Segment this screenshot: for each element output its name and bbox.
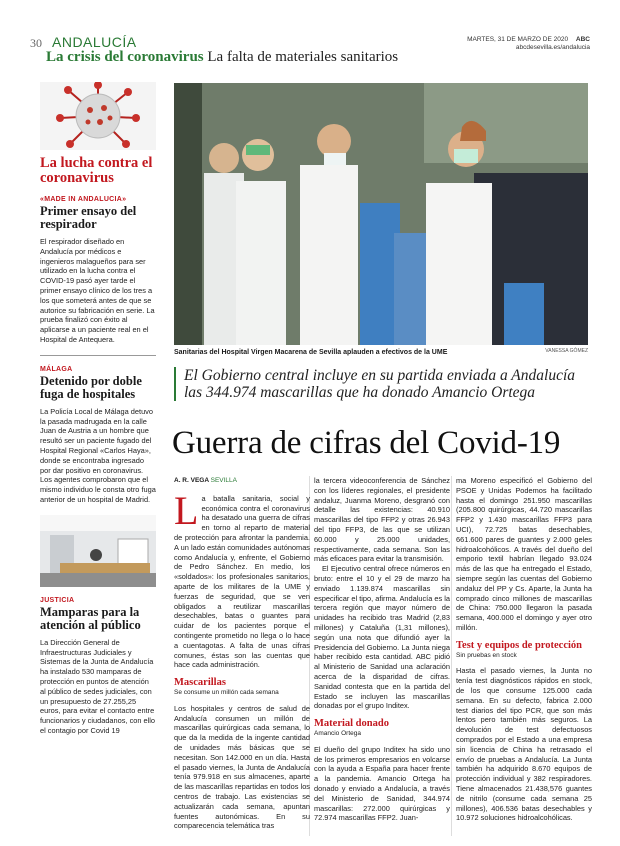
article-column-1 [174, 476, 310, 831]
date: MARTES, 31 DE MARZO DE 2020 [467, 36, 569, 43]
section-heading: Material donado [314, 718, 389, 730]
sidebar [40, 82, 156, 736]
story-title: Detenido por doble fuga de hospitales [40, 373, 142, 401]
sidebar-heading: La lucha contra el coronavirus [40, 155, 153, 186]
section-heading: Test y equipos de protección [456, 639, 583, 651]
topic-line [46, 49, 398, 66]
paragraph: Hasta el pasado viernes, la Junta no tenía test diagnósticos rápidos en stock, de los que consume 125.000 cada semana. En su defecto, fabrica 2.000 test diarios del tipo PCR, que son más lentos pero también más seguros. La devolución de test defectuosos comprados por el Estado a una empresa sin licencia de China ha retrasado el envío de pruebas a Andalucía. La Junta también ha adquirido 8.670 equipos de protección individual y 382 respiradores. Tiene almacenados 21.438,576 guantes de nitrilo (consume cada semana 25 millones), 406.536 batas desechables y 10.972 soluciones hidroalcohólicas. [456, 666, 592, 823]
main-photo [174, 83, 588, 345]
paragraph-text: a batalla sanitaria, social y económica contra el coronavirus ha desatado una guerra de cifras en torno al reparto de material de protección para afrontar la pandemia. A un lado están comunidades autónomas como Andalucía y, enfrente, el Gobierno de Pedro Sánchez. En medio, los «soldados»: los profesionales sanitarios, aparte de los militares de la UME y fuerzas de seguridad, que se ven obligados a reutilizar mascarillas desechables, batas o guantes para cuidar de los pacientes porque el contingente prometido no llega o lo hace a cuentagotas. A falta de unas cifras comunes, éstas son las cuentas que hace cada administración. [174, 493, 310, 670]
paragraph: El dueño del grupo Inditex ha sido uno de los primeros empresarios en volcarse con la ayuda a España para hacer frente a la pandemia. Amancio Ortega ha donado y enviado a Andalucía, a través del Ministerio de Sanidad, 344.974 mascarillas: 272.000 quirúrgicas y 72.974 mascarillas FFP2. Juan- [314, 744, 450, 823]
story-title: Primer ensayo del respirador [40, 204, 137, 231]
article-headline: Guerra de cifras del Covid-19 [172, 425, 561, 461]
photo-credit: VANESSA GÓMEZ [545, 348, 588, 354]
section-heading: Mascarillas [174, 677, 226, 689]
office-photo [40, 515, 156, 587]
coronavirus-illustration [40, 82, 156, 150]
article-column-3 [456, 476, 592, 823]
section-subheading: Amancio Ortega [314, 729, 361, 737]
article-deck: El Gobierno central incluye en su partida enviada a Andalucía las 344.974 mascarillas que ha donado Amancio Ortega [174, 367, 588, 401]
section-subheading: Se consume un millón cada semana [174, 688, 279, 696]
section-name: ANDALUCÍA [52, 34, 137, 50]
story-kicker: MÁLAGA [40, 365, 73, 373]
paragraph: ma Moreno especificó el Gobierno del PSOE y Unidas Podemos ha facilitado hasta el domingo 251.950 mascarillas (205.800 quirúrgicas, 44.720 mascarillas FFP2 y 1.430 mascarillas FFP3 para UCI), 72.725 batas desechables, 661.600 pares de guantes y 2.000 geles hidroalcohólicos. A través del dueño del emporio textil habrían llegado 93.024 más de las que ha entregado el Estado, siempre según las cuentas del Gobierno andaluz del PP y Cs. Aparte, la Junta ha comprado cinco millones de mascarillas de China: 750.000 llegaron la pasada semana, 400.000 el domingo y ayer otro millón. [456, 476, 592, 632]
paragraph: Los hospitales y centros de salud de Andalucía consumen un millón de mascarillas quirúrgicas cada semana, lo que da la medida de la ingente cantidad de unidades más básicas que se necesitan. Son 142.000 en un día. Hasta el pasado viernes, la Junta de Andalucía tenía 979.918 en sus almacenes, aparte de las mascarillas repartidas en todos los centros de trabajo. Las existencias se actualizarán cada semana, apuntan fuentes autonómicas. En su comparecencia telemática tras [174, 703, 310, 831]
topic-bold: La crisis del coronavirus [46, 49, 204, 65]
dateline [467, 36, 590, 52]
story-body: La Dirección General de Infraestructuras Judiciales y Sistemas de la Junta de Andalucía ha instalado 530 mamparas de protección en puntos de atención al público de sedes judiciales, con un presupuesto de 27.255,25 euros, para evitar el contacto entre funcionarios y ciudadanos, con ello el contagio por Covid 19 [40, 637, 156, 735]
location: SEVILLA [210, 477, 237, 484]
column-divider [451, 476, 452, 836]
paragraph: la tercera videoconferencia de Sánchez con los líderes regionales, el presidente andaluz, Juanma Moreno, desgranó con detalle las existencias: 40.910 mascarillas del tipo FFP2 y otras 26.943 del tipo FFP3, de las que se utilizan 60.000 y 25.000 unidades, respectivamente, cada semana. Son las más eficaces para evitar la transmisión. [314, 476, 450, 564]
divider [40, 355, 156, 356]
article-column-2 [314, 476, 450, 823]
story-body: La Policía Local de Málaga detuvo la pasada madrugada en la calle Juan de Austria a un hombre que resultó ser un paciente fugado del Hospital Regional «Carlos Haya», donde se encontraba ingresado por dar positivo en coronavirus. Los agentes comprobaron que el mismo individuo le consta otro fuga anterior de un hospital de Madrid. [40, 406, 156, 504]
topic-rest: La falta de materiales sanitarios [207, 49, 399, 65]
author: A. R. VEGA [174, 477, 209, 484]
story-title: Mamparas para la atención al público [40, 604, 141, 632]
photo-caption: Sanitarias del Hospital Virgen Macarena de Sevilla aplauden a efectivos de la UME [174, 349, 448, 356]
paragraph: El Ejecutivo central ofrece números en bruto: entre el 10 y el 29 de marzo ha enviado 1.139.874 mascarillas sin especificar el tipo, afirma. Andalucía es la tercera región que mayor número de unidades ha recibido tras Madrid (2,83 millones) y Cataluña (1,31 millones), según una nota que difundió ayer la Presidencia del Gobierno. La Junta niega haber recibido esta cantidad. ABC pidió al Ministerio de Sanidad una aclaración acerca de la disparidad de cifras. Sanidad contesta que en la partida del Estado se incluyen las mascarillas donadas por el grupo Inditex. [314, 564, 450, 711]
story-kicker: «MADE IN ANDALUCIA» [40, 196, 127, 203]
website: abcdesevilla.es/andalucia [515, 44, 590, 51]
drop-cap: L [174, 487, 199, 533]
paragraph [174, 487, 310, 670]
page-number: 30 [30, 36, 42, 50]
section-subheading: Sin pruebas en stock [456, 651, 517, 659]
story-body: El respirador diseñado en Andalucía por médicos e ingenieros malagueños para ser utilizado en la lucha contra el COVID-19 pasó ayer tarde el primer ensayo clínico de los tres a los que someterá antes de que se autorice su fabricación en serie. La prueba finalizó con éxito al aplicarse a un paciente real en el Hospital de Antequera. [40, 237, 155, 344]
byline [174, 476, 310, 486]
story-kicker: JUSTICIA [40, 596, 75, 604]
brand: ABC [575, 36, 590, 43]
